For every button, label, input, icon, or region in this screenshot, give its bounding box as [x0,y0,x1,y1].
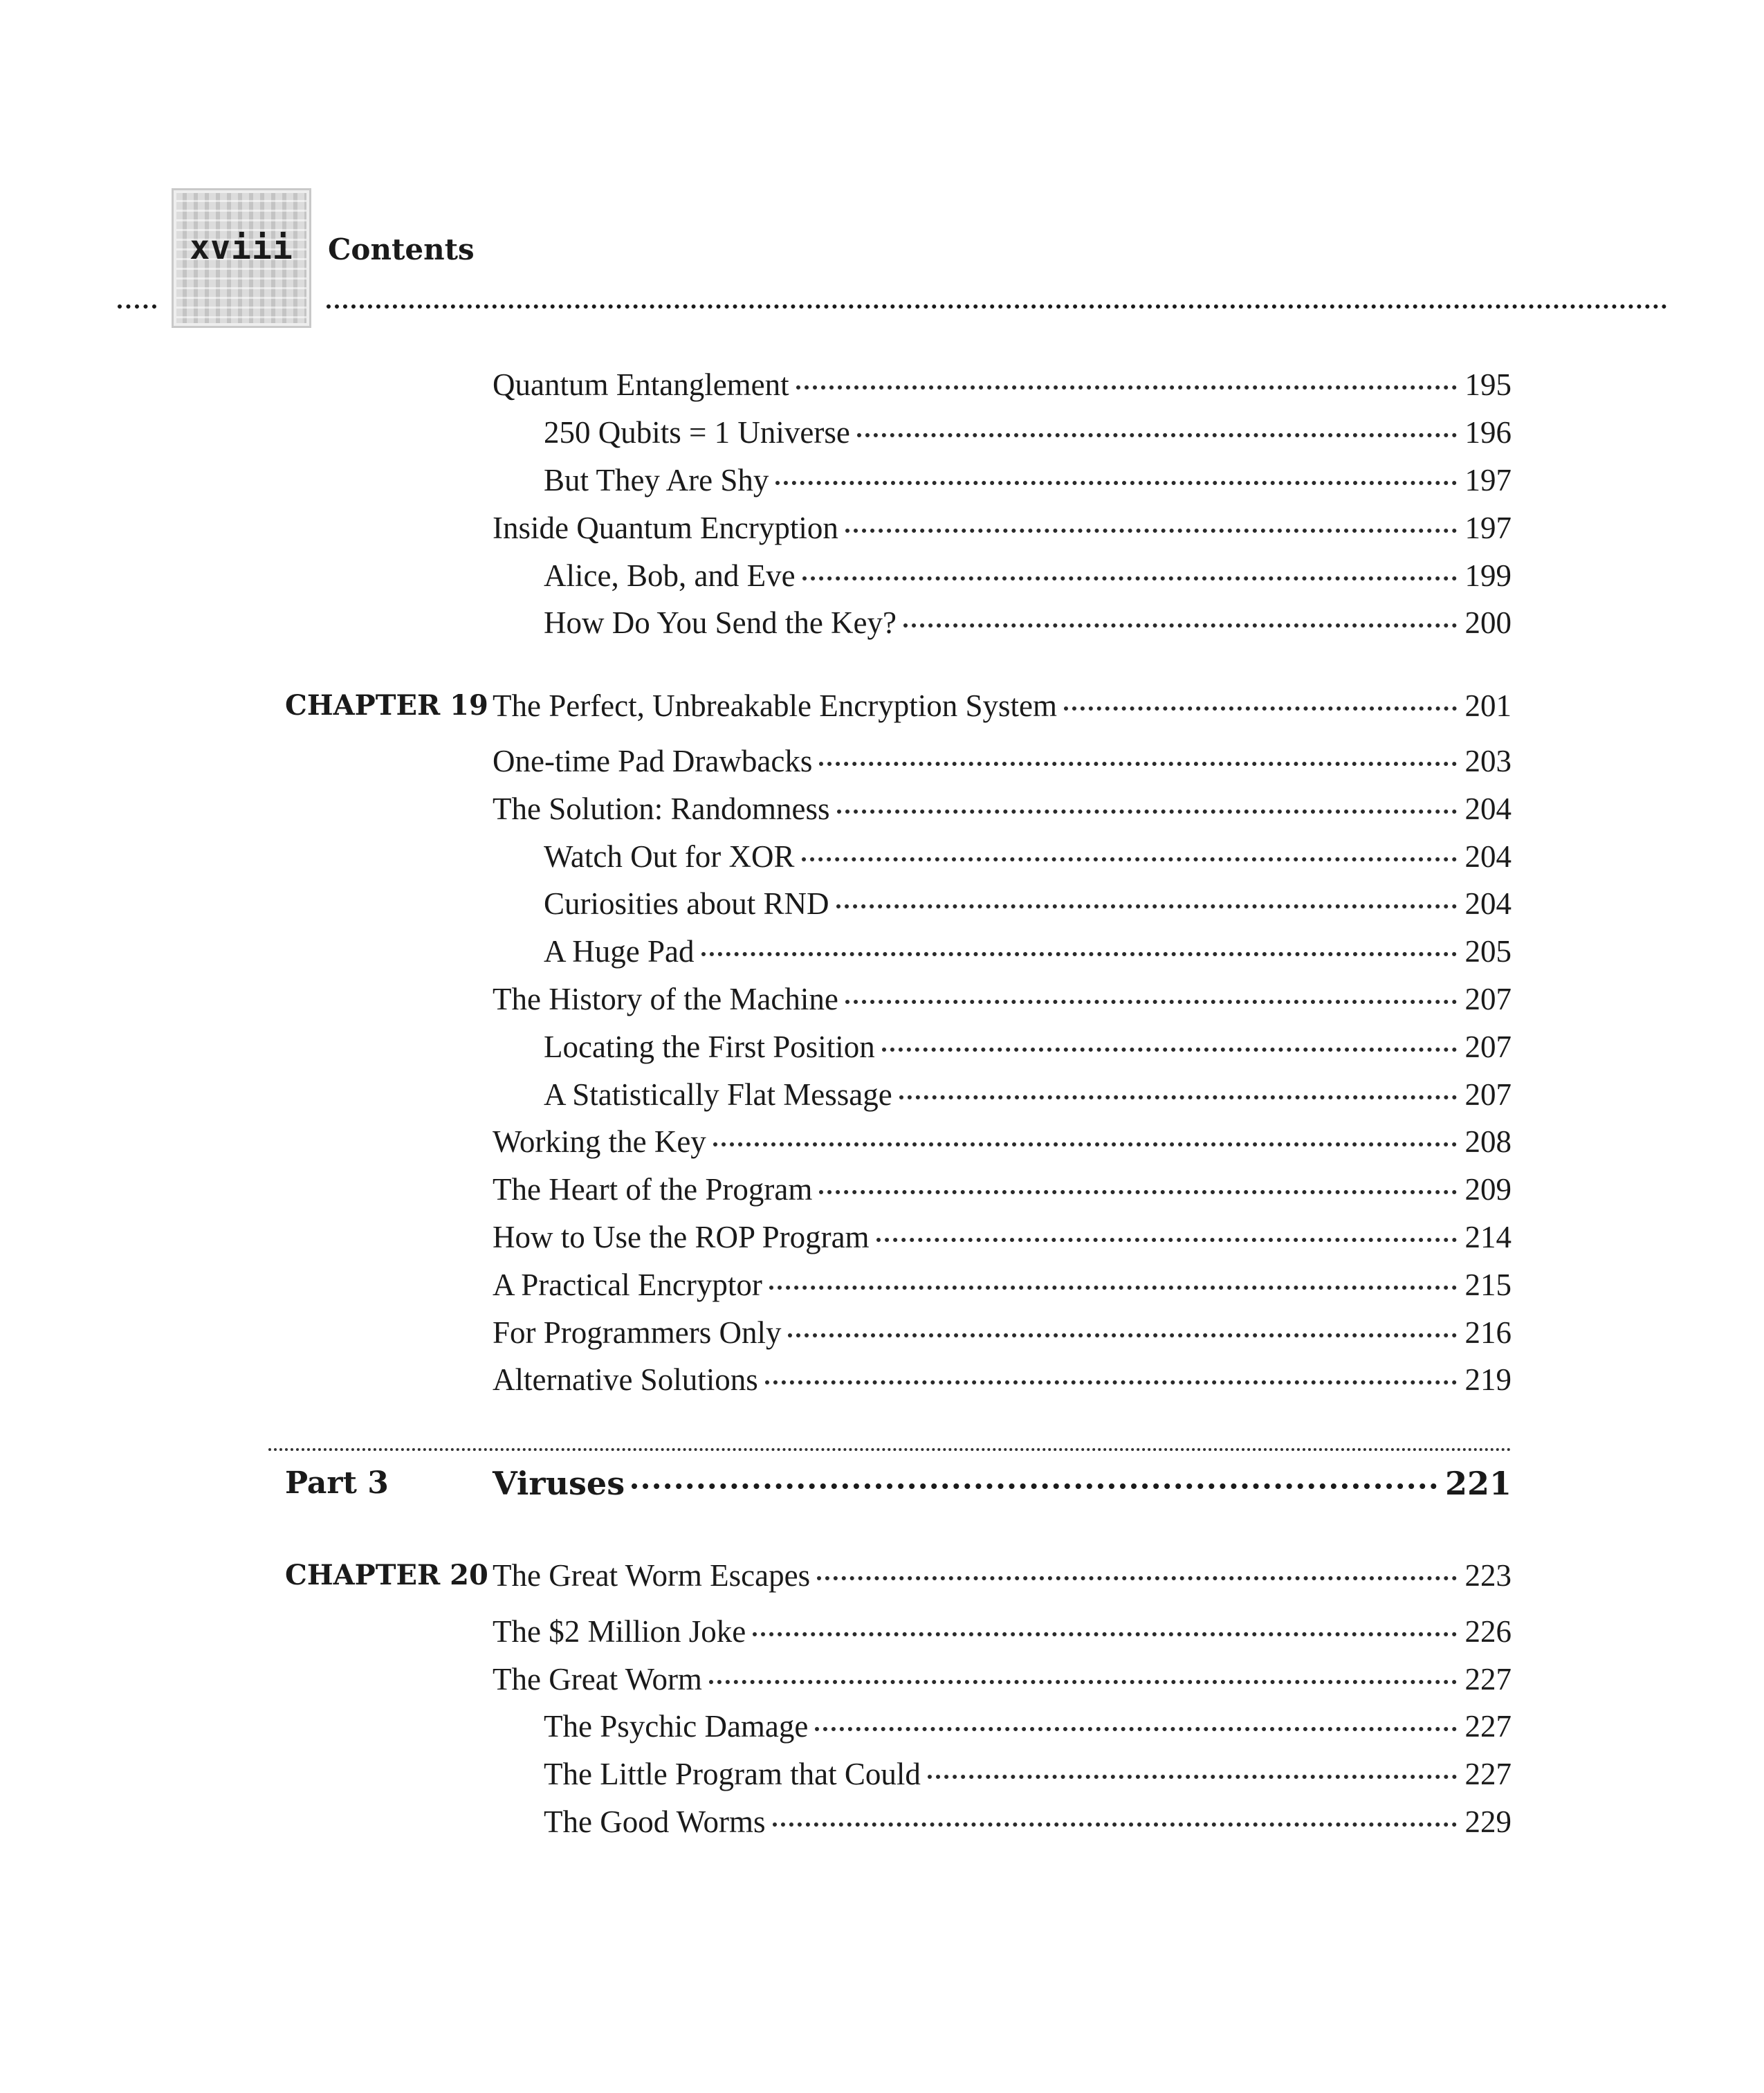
toc-entry-page: 227 [1464,1662,1512,1697]
dot-leader [928,1775,1457,1779]
toc-subentry[interactable] [544,1800,1512,1844]
toc-entry-title: The Psychic Damage [544,1709,809,1744]
dot-leader [876,1238,1457,1242]
toc-entry[interactable] [493,1609,1512,1654]
toc-entry[interactable] [493,1215,1512,1259]
page-header [0,0,1764,346]
toc-subentry[interactable] [544,1072,1512,1117]
toc-subentry[interactable] [544,834,1512,879]
toc-entry-page: 209 [1464,1172,1512,1207]
dot-leader [632,1483,1437,1489]
toc-entry-page: 199 [1464,558,1512,593]
toc-entry[interactable] [493,1119,1512,1164]
chapter-title-entry[interactable] [493,1553,1512,1598]
dot-leader [899,1095,1457,1099]
toc-entry-title: How Do You Send the Key? [544,605,897,640]
toc-entry[interactable] [493,787,1512,831]
toc-entry-title: 250 Qubits = 1 Universe [544,415,850,450]
toc-entry-title: The Little Program that Could [544,1757,921,1791]
toc-entry-page: 207 [1464,1077,1512,1112]
dot-leader [1064,706,1457,711]
toc-entry-page: 204 [1464,792,1512,826]
toc-subentry[interactable] [544,601,1512,645]
toc-entry-title: Working the Key [493,1124,706,1159]
dot-leader [701,952,1457,956]
toc-entry-title: Alternative Solutions [493,1362,758,1397]
toc-entry-page: 196 [1464,415,1512,450]
toc-entry[interactable] [493,1358,1512,1402]
toc-subentry[interactable] [544,554,1512,598]
toc-entry-title: The Good Worms [544,1804,766,1839]
chapter-page: 201 [1464,688,1512,723]
toc-entry-page: 204 [1464,886,1512,921]
toc-entry-title: The Solution: Randomness [493,792,830,826]
toc-subentry[interactable] [544,929,1512,974]
toc-entry-page: 215 [1464,1268,1512,1302]
dot-leader [845,1000,1457,1004]
toc-entry-page: 203 [1464,744,1512,778]
toc-entry-page: 204 [1464,839,1512,874]
toc-entry-page: 226 [1464,1614,1512,1649]
toc-entry-title: Alice, Bob, and Eve [544,558,796,593]
header-rule-right [327,304,1667,309]
toc-entry-page: 197 [1464,511,1512,545]
dot-leader [836,904,1457,908]
toc-entry-page: 229 [1464,1804,1512,1839]
dot-leader [713,1142,1457,1146]
part-label: Part 3 [285,1465,389,1501]
toc-entry[interactable] [493,977,1512,1021]
toc-subentry[interactable] [544,1025,1512,1069]
chapter-page: 223 [1464,1558,1512,1593]
toc-entry-title: The $2 Million Joke [493,1614,746,1649]
dot-leader [819,762,1456,766]
chapter-title: The Perfect, Unbreakable Encryption System [493,688,1057,723]
dot-leader [773,1822,1457,1827]
toc-entry-title: For Programmers Only [493,1315,782,1350]
toc-entry-page: 205 [1464,934,1512,969]
toc-entry-page: 214 [1464,1220,1512,1254]
dot-leader [819,1190,1456,1194]
chapter-title: The Great Worm Escapes [493,1558,811,1593]
toc-subentry[interactable] [544,881,1512,926]
part-divider-rule [268,1448,1512,1451]
toc-entry-title: Watch Out for XOR [544,839,795,874]
toc-subentry[interactable] [544,1704,1512,1748]
toc-entry-title: One-time Pad Drawbacks [493,744,813,778]
toc-entry-title: A Practical Encryptor [493,1268,762,1302]
toc-entry-title: How to Use the ROP Program [493,1220,870,1254]
toc-subentry[interactable] [544,1752,1512,1796]
toc-entry-page: 227 [1464,1757,1512,1791]
dot-leader [796,385,1457,390]
toc-entry-title: Inside Quantum Encryption [493,511,838,545]
toc-entry[interactable] [493,1167,1512,1212]
toc-entry-page: 227 [1464,1709,1512,1744]
part-title: Viruses [493,1465,625,1502]
dot-leader [765,1380,1457,1384]
dot-leader [753,1632,1456,1636]
dot-leader [837,810,1457,814]
toc-entry[interactable] [493,363,1512,407]
toc-entry-title: Locating the First Position [544,1030,875,1064]
toc-entry-title: Curiosities about RND [544,886,829,921]
dot-leader [882,1048,1457,1052]
toc-entry[interactable] [493,1263,1512,1307]
running-head: Contents [328,232,475,266]
toc-entry-page: 207 [1464,982,1512,1016]
dot-leader [709,1680,1457,1684]
toc-entry[interactable] [493,506,1512,550]
chapter-title-entry[interactable] [493,684,1512,728]
toc-entry-page: 197 [1464,463,1512,497]
toc-entry-page: 219 [1464,1362,1512,1397]
dot-leader [903,623,1457,628]
part-page: 221 [1444,1465,1512,1502]
toc-entry-title: The Heart of the Program [493,1172,813,1207]
toc-entry-page: 208 [1464,1124,1512,1159]
toc-entry-page: 216 [1464,1315,1512,1350]
dot-leader [802,857,1457,861]
dot-leader [857,433,1457,437]
toc-entry-title: The History of the Machine [493,982,838,1016]
toc-subentry[interactable] [544,410,1512,455]
toc-entry-title: A Statistically Flat Message [544,1077,892,1112]
header-rule-left [118,304,156,309]
toc-entry[interactable] [493,739,1512,783]
dot-leader [817,1576,1456,1580]
dot-leader [775,481,1456,485]
toc-entry-title: The Great Worm [493,1662,702,1697]
toc-entry-title: Quantum Entanglement [493,367,789,402]
dot-leader [802,576,1457,581]
dot-leader [788,1333,1456,1337]
chapter-label: CHAPTER 19 [285,689,488,722]
toc-subentry[interactable] [544,458,1512,502]
dot-leader [815,1727,1456,1731]
part-title-entry[interactable] [493,1461,1512,1506]
toc-entry-title: But They Are Shy [544,463,769,497]
toc-entry-title: A Huge Pad [544,934,695,969]
page-number: xviii [190,228,293,267]
toc-entry-page: 195 [1464,367,1512,402]
chapter-label: CHAPTER 20 [285,1559,488,1591]
dot-leader [845,529,1457,533]
toc-entry[interactable] [493,1310,1512,1355]
toc-entry[interactable] [493,1657,1512,1701]
toc-entry-page: 207 [1464,1030,1512,1064]
toc-entry-page: 200 [1464,605,1512,640]
dot-leader [769,1286,1457,1290]
